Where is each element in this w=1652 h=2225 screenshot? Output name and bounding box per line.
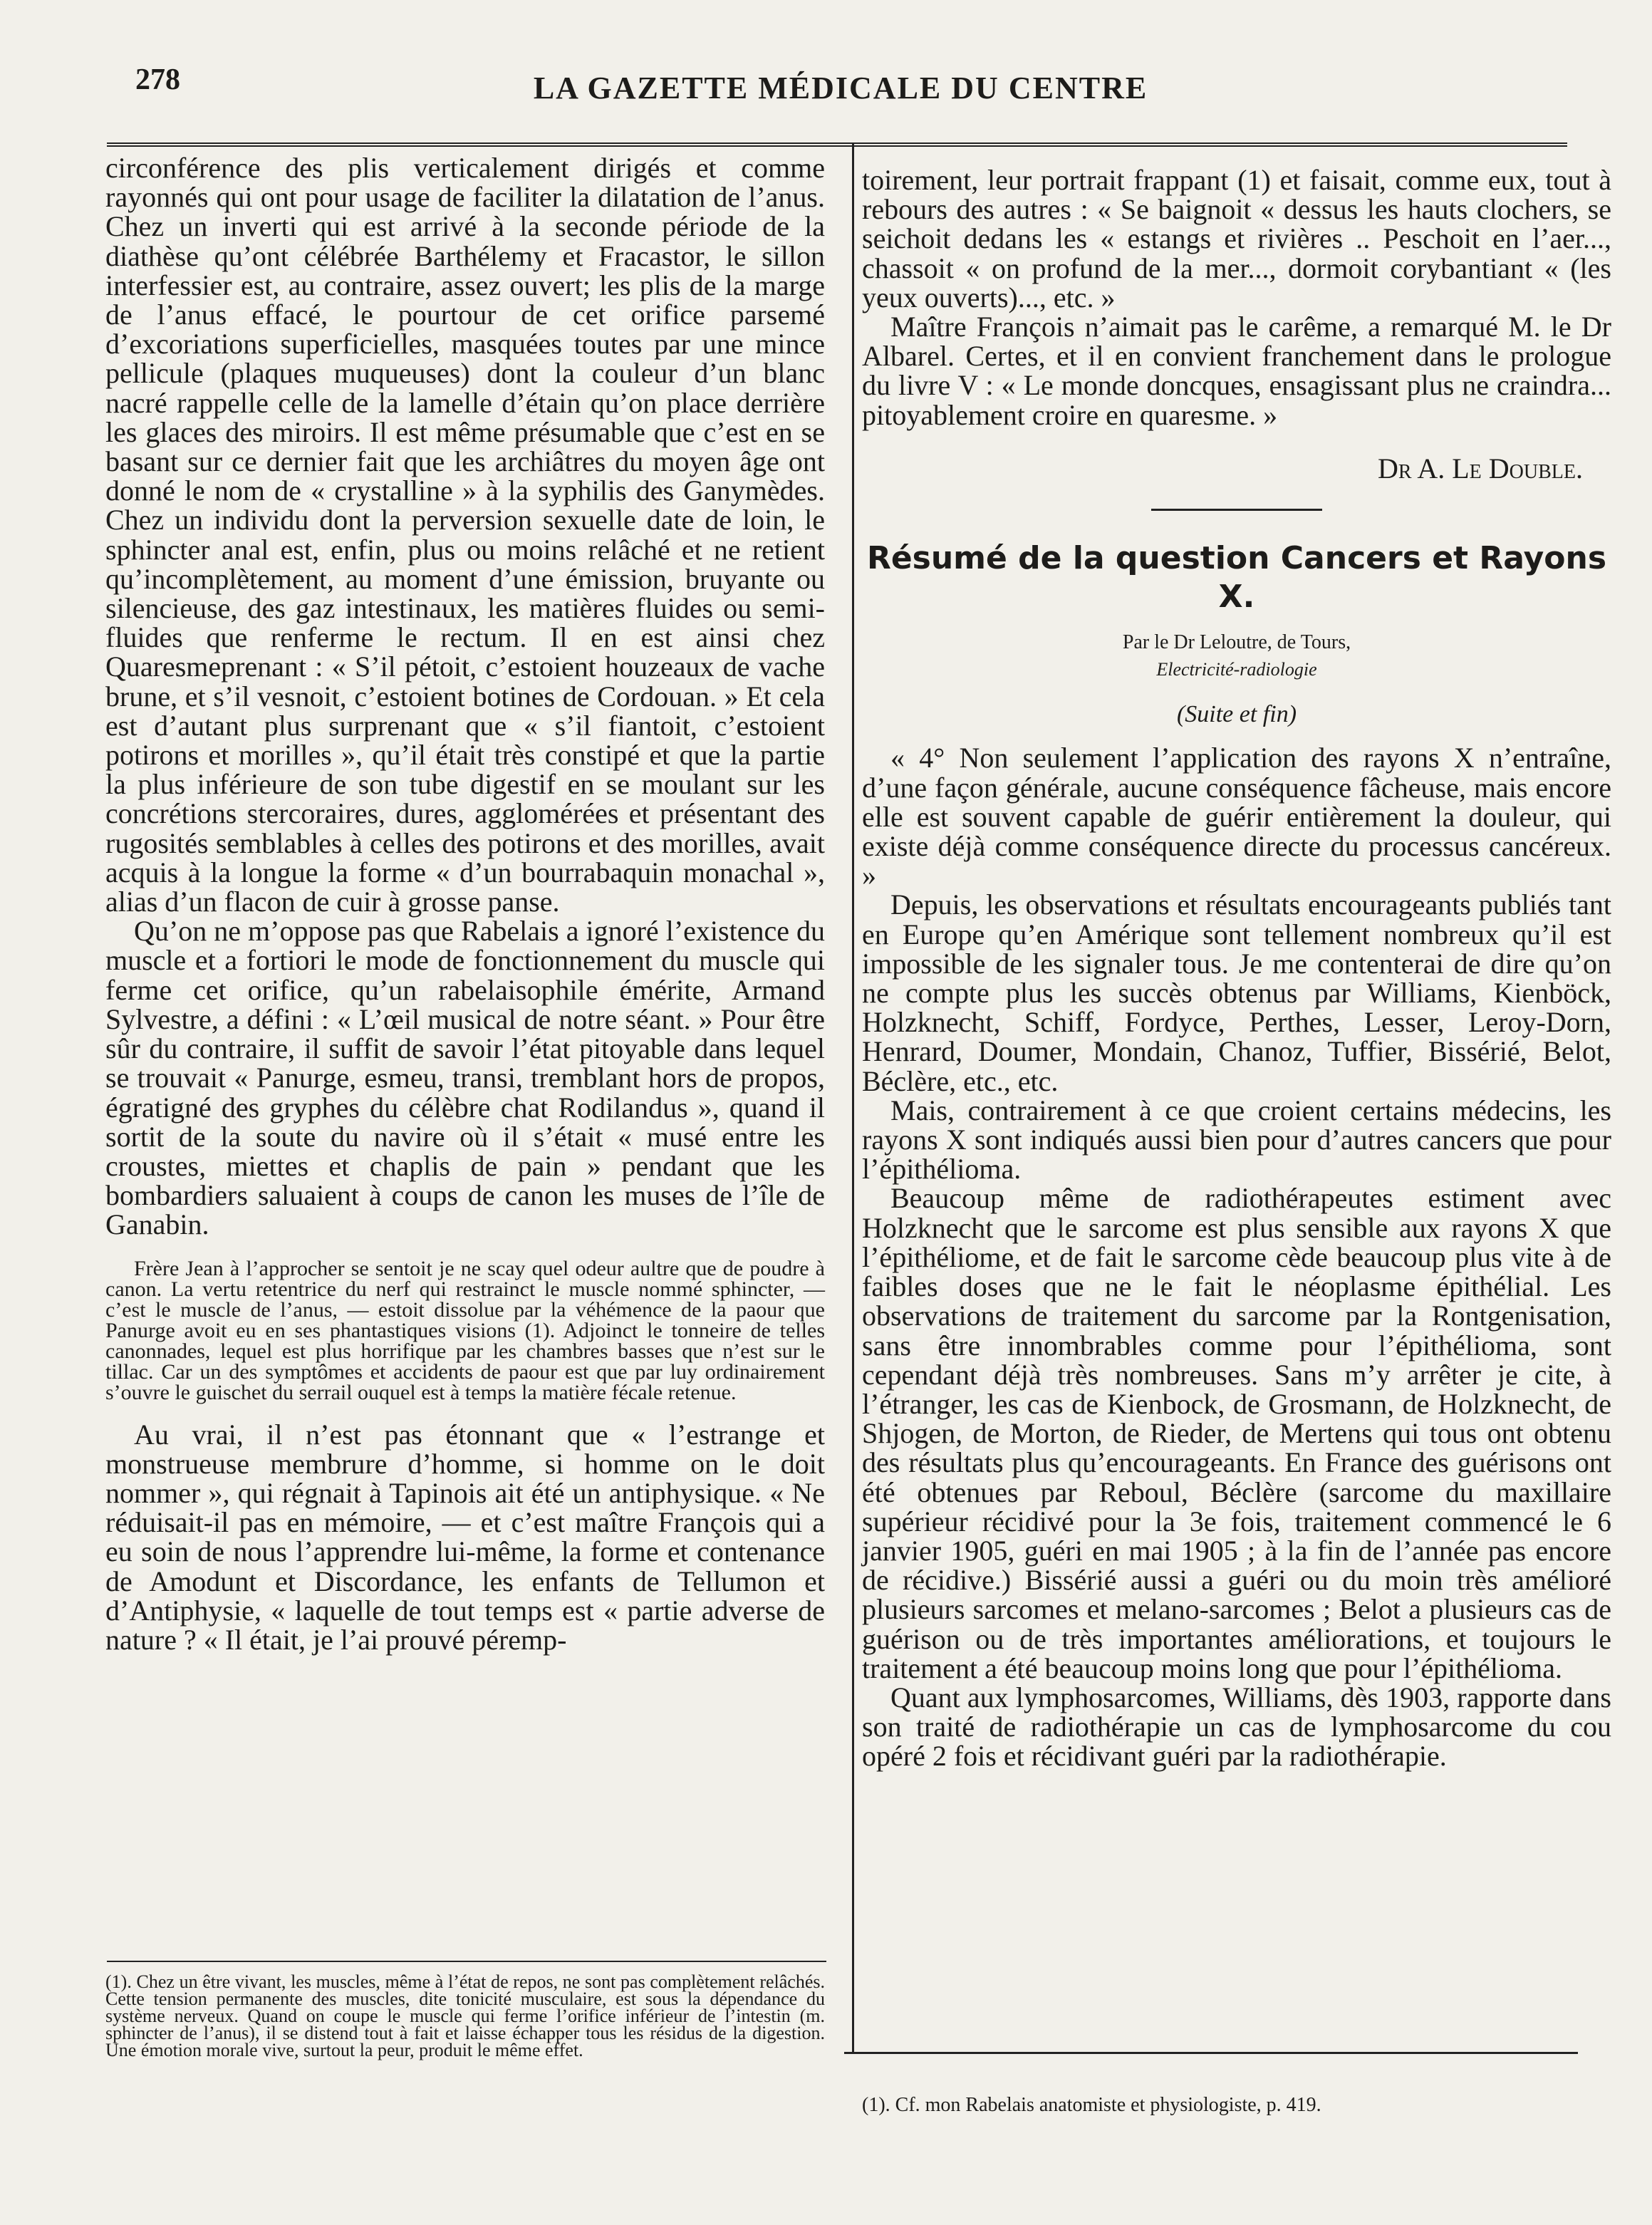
page-header — [107, 63, 1574, 120]
article-byline: Par le Dr Leloutre, de Tours, — [1122, 631, 1351, 654]
left-footnote: (1). Chez un être vivant, les muscles, même à l’état de repos, ne sont pas complètement relâchés. Cette tension permanente des muscles, dite tonicité musculaire, est sous la dépendance du système nerveux. Quand on coupe le muscle qui ferme l’orifice inférieur de l’intestin (m. sphincter de l’anus), il se distend tout à fait et laisse échapper tous les résidus de la digestion. Une émotion morale vive, surtout la peur, produit le même effet. — [105, 1971, 825, 2060]
page-number: 278 — [135, 63, 180, 96]
left-footnote-rule — [107, 1961, 826, 1962]
header-rule — [107, 142, 1567, 147]
left-paragraph-1: circonférence des plis verticalement dirigés et comme rayonnés qui ont pour usage de faciliter la dilatation de l’anus. Chez un inverti qui est arrivé à la seconde période de la diathèse qu’ont célébrée Barthélemy et Fracastor, le sillon interfessier est, au contraire, assez ouvert; les plis de la marge de l’anus effacé, le pourtour de cet orifice parsemé d’excoriations superficielles, masquées toutes par une mince pellicule (plaques muqueuses) dont la couleur d’un blanc nacré rappelle celle de la lamelle d’étain qu’on place derrière les glaces des miroirs. Il est même présumable que c’est en se basant sur ce dernier fait que les archiâtres du moyen âge ont donné le nom de « crystalline » à la syphilis des Ganymèdes. Chez un individu dont la perversion sexuelle date de loin, le sphincter anal est, enfin, plus ou moins relâché et ne retient qu’incomplètement, au moment d’une émission, bruyante ou silencieuse, des gaz intestinaux, les matières fluides ou semi-fluides que renferme le rectum. Il en est ainsi chez Quaresmeprenant : « S’il pétoit, c’estoient houzeaux de vache brune, et s’il vesnoit, c’estoient botines de Cordouan. » Et cela est d’autant plus surprenant que « s’il fiantoit, c’estoient potirons et morilles », qu’il était très constipé et que la partie la plus inférieure de son tube digestif en se moulant sur les concrétions stercoraires, dures, agglomérées et présentant des rugosités semblables à celles des potirons et des morilles, avait acquis à la longue la forme « d’un bourrabaquin monachal », alias d’un flacon de cuir à grosse panse. — [105, 152, 825, 918]
right-paragraph-6: Beaucoup même de radiothérapeutes estiment avec Holzknecht que le sarcome est plus sensible aux rayons X que l’épithéliome, et de fait le sarcome cède beaucoup plus vite à de faibles doses que ne le fait le néoplasme épithélial. Les observations de traitement du sarcome par la Rontgenisation, sans être innombrables comme pour l’épithélioma, sont cependant déjà très nombreuses. Sans m’y arrêter je cite, à l’étranger, les cas de Kienbock, de Grosmann, de Holzknecht, de Shjogen, de Morton, de Rieder, de Mertens qui tous ont obtenu des résultats plus qu’encourageants. En France des guérisons ont été obtenues par Reboul, Béclère (sarcome du maxillaire supérieur récidivé pour la 3e fois, traitement commencé le 6 janvier 1905, guéri en mai 1905 ; à la fin de l’année pas encore de récidive.) Bissérié aussi a guéri ou du moin très amélioré plusieurs sarcomes et melano-sarcomes ; Belot a plusieurs cas de guérison ou de très importantes améliorations, et toujours le traitement a été beaucoup moins long que pour l’épithélioma. — [862, 1182, 1611, 1684]
continuation-note: (Suite et fin) — [1176, 701, 1297, 728]
right-paragraph-7: Quant aux lymphosarcomes, Williams, dès 1903, rapporte dans son traité de radiothérapie un cas de lymphosarcome du cou opéré 2 fois et récidivant guéri par la radiothérapie. — [862, 1681, 1611, 1773]
right-paragraph-3: « 4° Non seulement l’application des rayons X n’entraîne, d’une façon générale, aucune conséquence fâcheuse, mais encore elle est souvent capable de guérir entièrement la douleur, qui existe déjà comme conséquence directe du processus cancéreux. » — [862, 742, 1611, 892]
right-paragraph-5: Mais, contrairement à ce que croient certains médecins, les rayons X sont indiqués aussi bien pour d’autres cancers que pour l’épithélioma. — [862, 1094, 1611, 1186]
rabelais-quote: Frère Jean à l’approcher se sentoit je ne scay quel odeur aultre que de poudre à canon. La vertu retentrice du nerf qui restrainct le muscle nommé sphincter, — c’est le muscle de l’anus, — estoit dissolue par la véhémence de la paour que Panurge avoit eu en ses phantastiques visions (1). Adjoinct le tonneire de telles canonnades, lequel est plus horrifique par les chambres basses que n’est sur le tillac. Car un des symptômes et accidents de paour est que par luy ordinairement s’ouvre le guischet du serrail ouquel est à temps la matière fécale retenue. — [105, 1256, 825, 1404]
right-paragraph-4: Depuis, les observations et résultats encourageants publiés tant en Europe qu’en Amérique sont tellement nombreux qu’il est impossible de les signaler tous. Je me contenterai de dire qu’on ne compte plus les succès obtenus par Williams, Kienböck, Holzknecht, Schiff, Fordyce, Perthes, Lesser, Leroy-Dorn, Henrard, Doumer, Mondain, Chanoz, Tuffier, Bissérié, Belot, Béclère, etc., etc. — [862, 888, 1611, 1097]
right-column — [862, 165, 1611, 1771]
journal-title: LA GAZETTE MÉDICALE DU CENTRE — [533, 71, 1148, 105]
left-paragraph-2: Qu’on ne m’oppose pas que Rabelais a ignoré l’existence du muscle et a fortiori le mode de fonctionnement du muscle qui ferme cet orifice, qu’un rabelaisophile émérite, Armand Sylvestre, a défini : « L’œil musical de notre séant. » Pour être sûr du contraire, il suffit de savoir l’état pitoyable dans lequel se trouvait « Panurge, esmeu, transi, tremblant hors de propos, égratigné des gryphes du célèbre chat Rodilandus », quand il sortit de la soute du navire où il s’était « musé entre les croustes, miettes et chaplis de pain » pendant que les bombardiers saluaient à coups de canon les muses de l’île de Ganabin. — [105, 915, 825, 1241]
right-footnote: (1). Cf. mon Rabelais anatomiste et physiologiste, p. 419. — [862, 2094, 1321, 2116]
right-footnote-rule — [844, 2052, 1578, 2054]
right-paragraph-2: Maître François n’aimait pas le carême, a remarqué M. le Dr Albarel. Certes, et il en convient franchement dans le prologue du livre V : « Le monde doncques, ensagissant plus ne craindra... pitoyablement croire en quaresme. » — [862, 311, 1611, 431]
article-title: Résumé de la question Cancers et Rayons X. — [866, 540, 1607, 616]
left-paragraph-3: Au vrai, il n’est pas étonnant que « l’estrange et monstrueuse membrure d’homme, si homme on le doit nommer », qui régnait à Tapinois ait été un antiphysique. « Ne réduisait-il pas en mémoire, — et c’est maître François qui a eu soin de nous l’apprendre lui-même, la forme et contenance de Amodunt et Discordance, les enfants de Tellumon et d’Antiphysie, « laquelle de tout temps est « partie adverse de nature ? « Il était, je l’ai prouvé péremp- — [105, 1418, 825, 1656]
column-divider — [852, 142, 854, 2052]
author-specialty: Electricité-radiologie — [1156, 659, 1317, 680]
section-divider — [1151, 509, 1322, 511]
left-column — [105, 153, 825, 1654]
right-paragraph-1: toirement, leur portrait frappant (1) et faisait, comme eux, tout à rebours des autres : « Se baignoit « dessus les hauts clochers, se seichoit dedans les « estangs et rivières .. Peschoit en l’aer..., chassoit « on profund de la mer..., dormoit corybantiant « (les yeux ouverts)..., etc. » — [862, 164, 1611, 313]
author-signature: Dr A. Le Double. — [1378, 452, 1583, 484]
